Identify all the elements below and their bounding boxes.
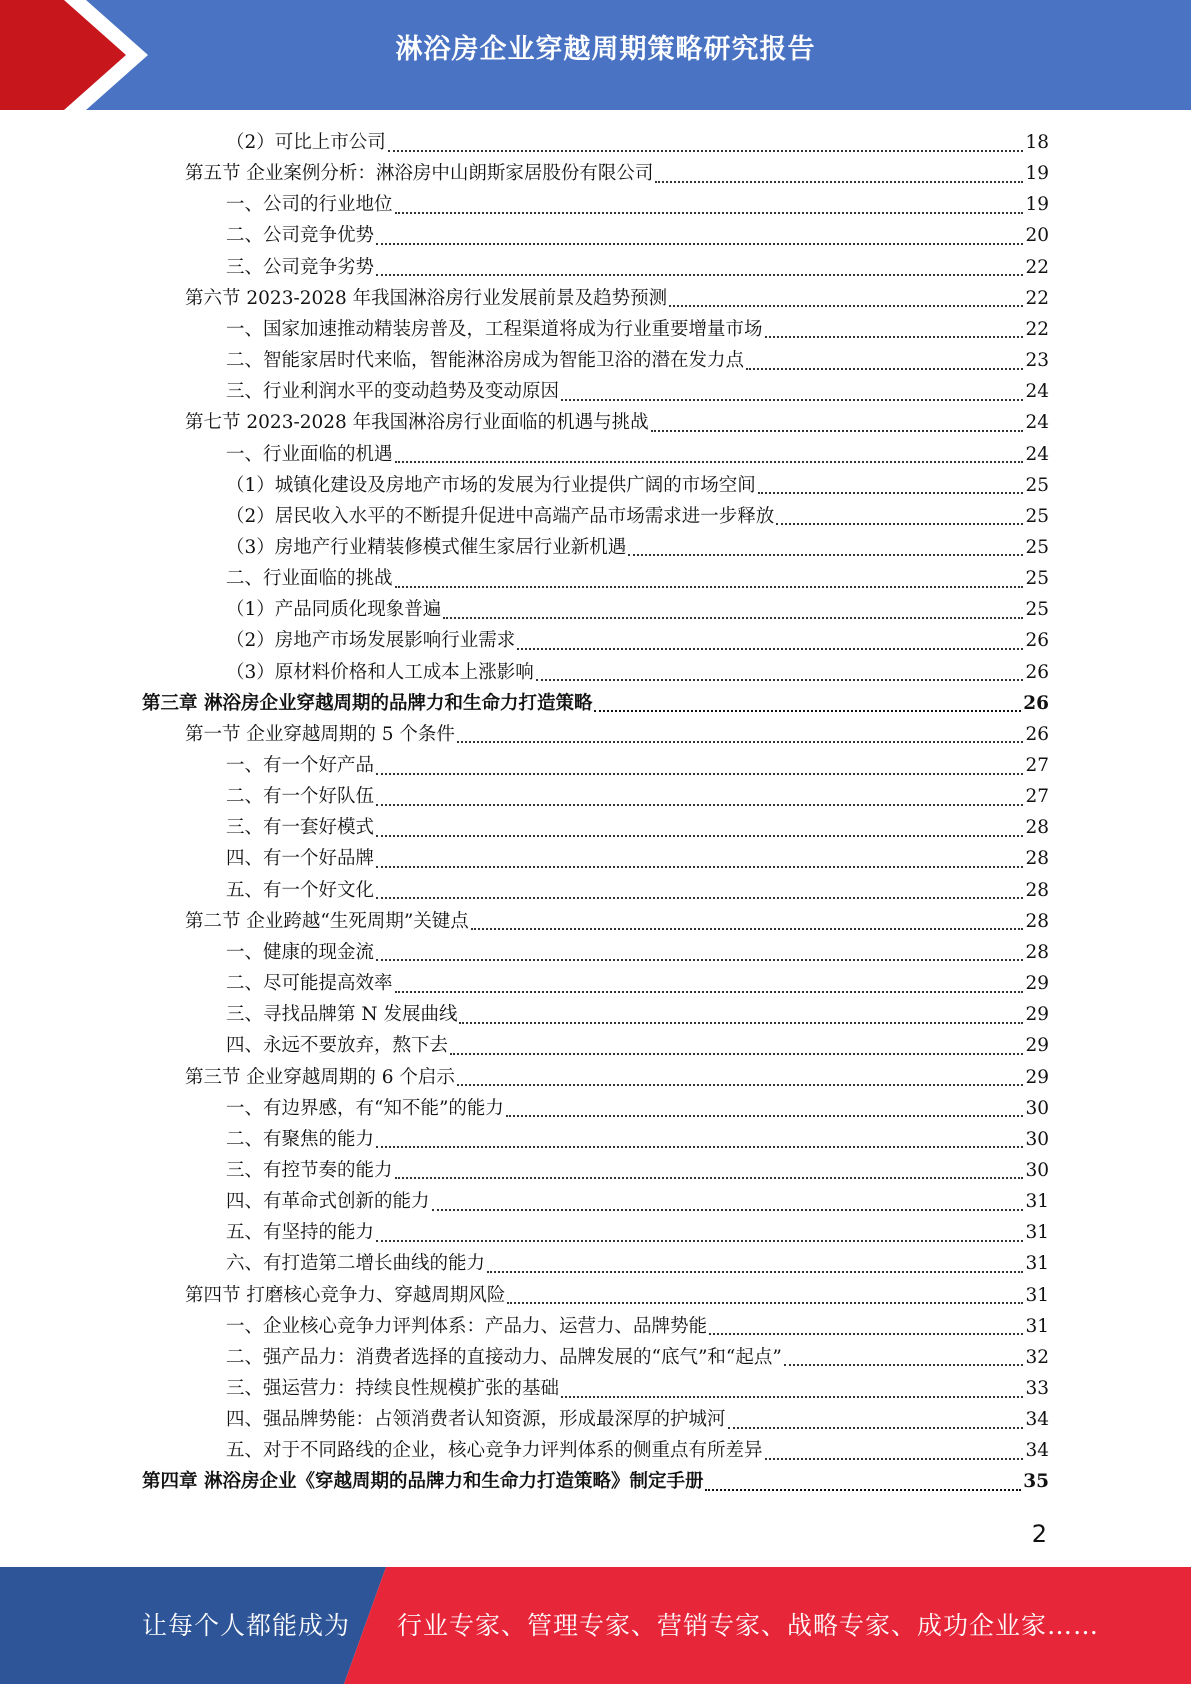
toc-entry[interactable] [226, 1124, 1049, 1155]
toc-entry-title: 五、对于不同路线的企业，核心竞争力评判体系的侧重点有所差异 [226, 1440, 763, 1462]
toc-dot-leader [376, 897, 1023, 899]
toc-entry-page: 30 [1025, 1097, 1049, 1119]
toc-entry-title: 三、寻找品牌第 N 发展曲线 [226, 1004, 458, 1026]
toc-entry-title: 第四章 淋浴房企业《穿越周期的品牌力和生命力打造策略》制定手册 [142, 1471, 704, 1493]
toc-entry[interactable] [226, 1404, 1049, 1435]
toc-entry-page: 33 [1025, 1378, 1049, 1399]
toc-entry-title: 第一节 企业穿越周期的 5 个条件 [185, 723, 455, 745]
toc-dot-leader [376, 804, 1023, 806]
toc-entry-page: 24 [1025, 443, 1049, 465]
toc-entry[interactable] [226, 1342, 1049, 1373]
toc-entry-page: 28 [1025, 910, 1049, 932]
toc-entry-title: 二、尽可能提高效率 [226, 973, 393, 995]
toc-entry-title: 二、强产品力：消费者选择的直接动力、品牌发展的“底气”和“起点” [226, 1346, 782, 1368]
toc-entry-title: 一、企业核心竞争力评判体系：产品力、运营力、品牌势能 [226, 1315, 708, 1337]
toc-entry[interactable] [226, 1435, 1049, 1466]
toc-dot-leader [776, 523, 1023, 525]
toc-dot-leader [457, 1084, 1024, 1086]
toc-dot-leader [651, 430, 1024, 432]
report-title: 淋浴房企业穿越周期策略研究报告 [395, 34, 816, 65]
toc-entry[interactable] [185, 1062, 1049, 1093]
toc-entry-page: 31 [1025, 1315, 1049, 1337]
toc-entry-title: 四、强品牌势能：占领消费者认知资源，形成最深厚的护城河 [226, 1409, 726, 1431]
toc-entry-page: 28 [1025, 848, 1049, 870]
footer-slogan-left: 让每个人都能成为 [142, 1611, 351, 1640]
toc-entry-page: 27 [1025, 786, 1049, 808]
toc-entry-title: 二、有聚焦的能力 [226, 1128, 375, 1150]
toc-entry-page: 31 [1025, 1191, 1049, 1213]
page-number: 2 [1031, 1520, 1047, 1548]
toc-dot-leader [705, 1489, 1021, 1491]
toc-entry-page: 35 [1023, 1471, 1049, 1493]
toc-entry-title: 三、有一套好模式 [226, 817, 375, 839]
toc-entry-page: 28 [1025, 817, 1049, 839]
toc-dot-leader [395, 991, 1024, 993]
toc-entry[interactable] [226, 657, 1049, 688]
toc-entry-page: 30 [1025, 1159, 1049, 1181]
toc-dot-leader [669, 305, 1023, 307]
toc-entry[interactable] [226, 750, 1049, 781]
toc-dot-leader [376, 1240, 1023, 1242]
toc-dot-leader [376, 1146, 1023, 1148]
toc-dot-leader [395, 461, 1024, 463]
toc-dot-leader [561, 399, 1023, 401]
toc-dot-leader [628, 554, 1023, 556]
toc-entry[interactable] [142, 688, 1049, 719]
header-bar [0, 0, 1191, 110]
toc-entry[interactable] [185, 1280, 1049, 1311]
toc-entry-page: 25 [1025, 474, 1049, 496]
toc-entry-page: 27 [1025, 755, 1049, 776]
toc-entry-title: （2）房地产市场发展影响行业需求 [226, 630, 516, 652]
toc-dot-leader [728, 1427, 1024, 1429]
toc-entry-title: 第五节 企业案例分析：淋浴房中山朗斯家居股份有限公司 [185, 163, 654, 185]
toc-entry-page: 26 [1023, 692, 1049, 714]
toc-dot-leader [376, 773, 1023, 775]
toc-entry-title: 二、有一个好队伍 [226, 786, 375, 808]
toc-entry[interactable] [226, 563, 1049, 594]
toc-dot-leader [459, 1022, 1023, 1024]
toc-entry-title: 三、行业利润水平的变动趋势及变动原因 [226, 381, 560, 403]
toc-entry[interactable] [226, 345, 1049, 376]
footer-slogan-right: 行业专家、管理专家、营销专家、战略专家、成功企业家…… [397, 1611, 1100, 1640]
toc-dot-leader [594, 710, 1021, 712]
toc-dot-leader [709, 1333, 1023, 1335]
toc-dot-leader [655, 181, 1023, 183]
toc-entry-page: 31 [1025, 1222, 1049, 1244]
toc-dot-leader [395, 212, 1024, 214]
toc-entry[interactable] [226, 1217, 1049, 1248]
toc-entry-title: 第四节 打磨核心竞争力、穿越周期风险 [185, 1284, 506, 1306]
toc-entry-page: 29 [1025, 973, 1049, 995]
toc-entry-title: 第七节 2023-2028 年我国淋浴房行业面临的机遇与挑战 [185, 412, 649, 434]
toc-entry[interactable] [185, 906, 1049, 937]
toc-entry-title: 四、永远不要放弃，熬下去 [226, 1035, 449, 1057]
toc-dot-leader [432, 1209, 1024, 1211]
toc-dot-leader [376, 835, 1023, 837]
toc-entry-title: 三、有控节奏的能力 [226, 1159, 393, 1181]
toc-entry-page: 24 [1025, 412, 1049, 434]
toc-entry-title: （1）城镇化建设及房地产市场的发展为行业提供广阔的市场空间 [226, 474, 756, 496]
toc-entry-title: （3）房地产行业精装修模式催生家居行业新机遇 [226, 536, 627, 558]
toc-entry-title: 五、有坚持的能力 [226, 1222, 375, 1244]
toc-dot-leader [765, 1458, 1024, 1460]
toc-entry-title: 第三章 淋浴房企业穿越周期的品牌力和生命力打造策略 [142, 692, 593, 714]
toc-entry[interactable] [226, 1093, 1049, 1124]
toc-entry-page: 25 [1025, 599, 1049, 621]
toc-entry-title: 一、有一个好产品 [226, 755, 375, 776]
toc-entry-page: 28 [1025, 879, 1049, 901]
toc-dot-leader [450, 1053, 1023, 1055]
toc-entry-page: 25 [1025, 505, 1049, 527]
toc-entry[interactable] [226, 314, 1049, 345]
toc-entry-page: 30 [1025, 1128, 1049, 1150]
toc-entry-page: 34 [1025, 1409, 1049, 1431]
toc-entry-page: 18 [1025, 132, 1049, 153]
toc-entry-title: 第三节 企业穿越周期的 6 个启示 [185, 1066, 455, 1088]
toc-entry-page: 31 [1025, 1284, 1049, 1306]
toc-entry-page: 25 [1025, 568, 1049, 590]
toc-entry[interactable] [185, 407, 1049, 438]
toc-dot-leader [376, 866, 1023, 868]
toc-entry[interactable] [226, 127, 1049, 158]
toc-entry[interactable] [226, 999, 1049, 1030]
toc-entry[interactable] [226, 501, 1049, 532]
toc-entry-page: 26 [1025, 723, 1049, 745]
toc-entry[interactable] [226, 376, 1049, 407]
toc-entry-title: 一、有边界感，有“知不能”的能力 [226, 1097, 504, 1119]
toc-entry[interactable] [226, 470, 1049, 501]
toc-entry-page: 31 [1025, 1253, 1049, 1275]
toc-entry-title: 二、智能家居时代来临，智能淋浴房成为智能卫浴的潜在发力点 [226, 350, 745, 372]
toc-dot-leader [765, 336, 1024, 338]
toc-dot-leader [506, 1115, 1024, 1117]
toc-dot-leader [507, 1302, 1023, 1304]
toc-entry-page: 25 [1025, 536, 1049, 558]
toc-entry-page: 22 [1025, 287, 1049, 309]
toc-entry-title: 五、有一个好文化 [226, 879, 375, 901]
toc-entry-page: 24 [1025, 381, 1049, 403]
toc-entry-title: 二、公司竞争优势 [226, 225, 375, 247]
toc-entry-page: 26 [1025, 630, 1049, 652]
toc-entry[interactable] [226, 532, 1049, 563]
toc-entry-page: 32 [1025, 1346, 1049, 1368]
toc-entry[interactable] [226, 252, 1049, 283]
toc-entry-title: 第二节 企业跨越“生死周期”关键点 [185, 910, 469, 932]
toc-entry-page: 22 [1025, 318, 1049, 340]
toc-dot-leader [395, 1177, 1024, 1179]
toc-entry[interactable] [226, 875, 1049, 906]
toc-entry[interactable] [226, 1311, 1049, 1342]
toc-entry-page: 19 [1025, 194, 1049, 216]
toc-dot-leader [784, 1364, 1024, 1366]
toc-entry-page: 29 [1025, 1066, 1049, 1088]
toc-dot-leader [536, 679, 1024, 681]
toc-entry-title: 第六节 2023-2028 年我国淋浴房行业发展前景及趋势预测 [185, 287, 668, 309]
toc-entry[interactable] [226, 1186, 1049, 1217]
toc-entry-title: 二、行业面临的挑战 [226, 568, 393, 590]
toc-entry-page: 29 [1025, 1004, 1049, 1026]
toc-entry-title: （1）产品同质化现象普遍 [226, 599, 442, 621]
toc-dot-leader [388, 150, 1024, 152]
toc-entry-page: 20 [1025, 225, 1049, 247]
toc-entry[interactable] [142, 1466, 1049, 1497]
toc-entry[interactable] [226, 1248, 1049, 1279]
toc-entry-title: 一、健康的现金流 [226, 941, 375, 963]
toc-entry-page: 29 [1025, 1035, 1049, 1057]
toc-entry-page: 19 [1025, 163, 1049, 185]
toc-entry-title: 四、有一个好品牌 [226, 848, 375, 870]
toc-dot-leader [443, 617, 1023, 619]
toc-dot-leader [376, 274, 1023, 276]
toc-entry[interactable] [226, 968, 1049, 999]
toc-entry[interactable] [185, 158, 1049, 189]
toc-entry-title: （3）原材料价格和人工成本上涨影响 [226, 661, 534, 683]
toc-dot-leader [746, 368, 1023, 370]
toc-entry[interactable] [226, 781, 1049, 812]
toc-dot-leader [561, 1396, 1023, 1398]
toc-dot-leader [457, 741, 1024, 743]
toc-dot-leader [758, 492, 1024, 494]
toc-entry-page: 34 [1025, 1440, 1049, 1462]
toc-entry-title: 三、公司竞争劣势 [226, 256, 375, 278]
toc-entry[interactable] [226, 189, 1049, 220]
toc-entry-title: 三、强运营力：持续良性规模扩张的基础 [226, 1378, 560, 1399]
toc-entry-page: 26 [1025, 661, 1049, 683]
toc-entry[interactable] [226, 1155, 1049, 1186]
toc-entry[interactable] [226, 1373, 1049, 1404]
toc-entry[interactable] [226, 625, 1049, 656]
toc-dot-leader [376, 243, 1023, 245]
toc-entry[interactable] [226, 439, 1049, 470]
toc-entry-title: 一、行业面临的机遇 [226, 443, 393, 465]
toc-entry-title: 六、有打造第二增长曲线的能力 [226, 1253, 486, 1275]
toc-entry-page: 28 [1025, 941, 1049, 963]
toc-entry[interactable] [185, 283, 1049, 314]
toc-dot-leader [517, 648, 1023, 650]
toc-entry-title: 一、国家加速推动精装房普及，工程渠道将成为行业重要增量市场 [226, 318, 763, 340]
toc-entry[interactable] [226, 843, 1049, 874]
toc-entry[interactable] [185, 719, 1049, 750]
toc-dot-leader [471, 928, 1024, 930]
toc-entry[interactable] [226, 937, 1049, 968]
toc-entry-title: 四、有革命式创新的能力 [226, 1191, 430, 1213]
toc-entry[interactable] [226, 1030, 1049, 1061]
toc-entry-title: （2）可比上市公司 [226, 132, 386, 153]
toc-dot-leader [395, 586, 1024, 588]
toc-entry-page: 22 [1025, 256, 1049, 278]
toc-dot-leader [487, 1271, 1023, 1273]
toc-entry-title: （2）居民收入水平的不断提升促进中高端产品市场需求进一步释放 [226, 505, 775, 527]
toc-entry[interactable] [226, 812, 1049, 843]
toc-entry[interactable] [226, 220, 1049, 251]
toc-entry[interactable] [226, 594, 1049, 625]
toc-entry-page: 23 [1025, 350, 1049, 372]
toc-entry-title: 一、公司的行业地位 [226, 194, 393, 216]
toc-dot-leader [376, 959, 1023, 961]
footer-banner [0, 1567, 1191, 1684]
